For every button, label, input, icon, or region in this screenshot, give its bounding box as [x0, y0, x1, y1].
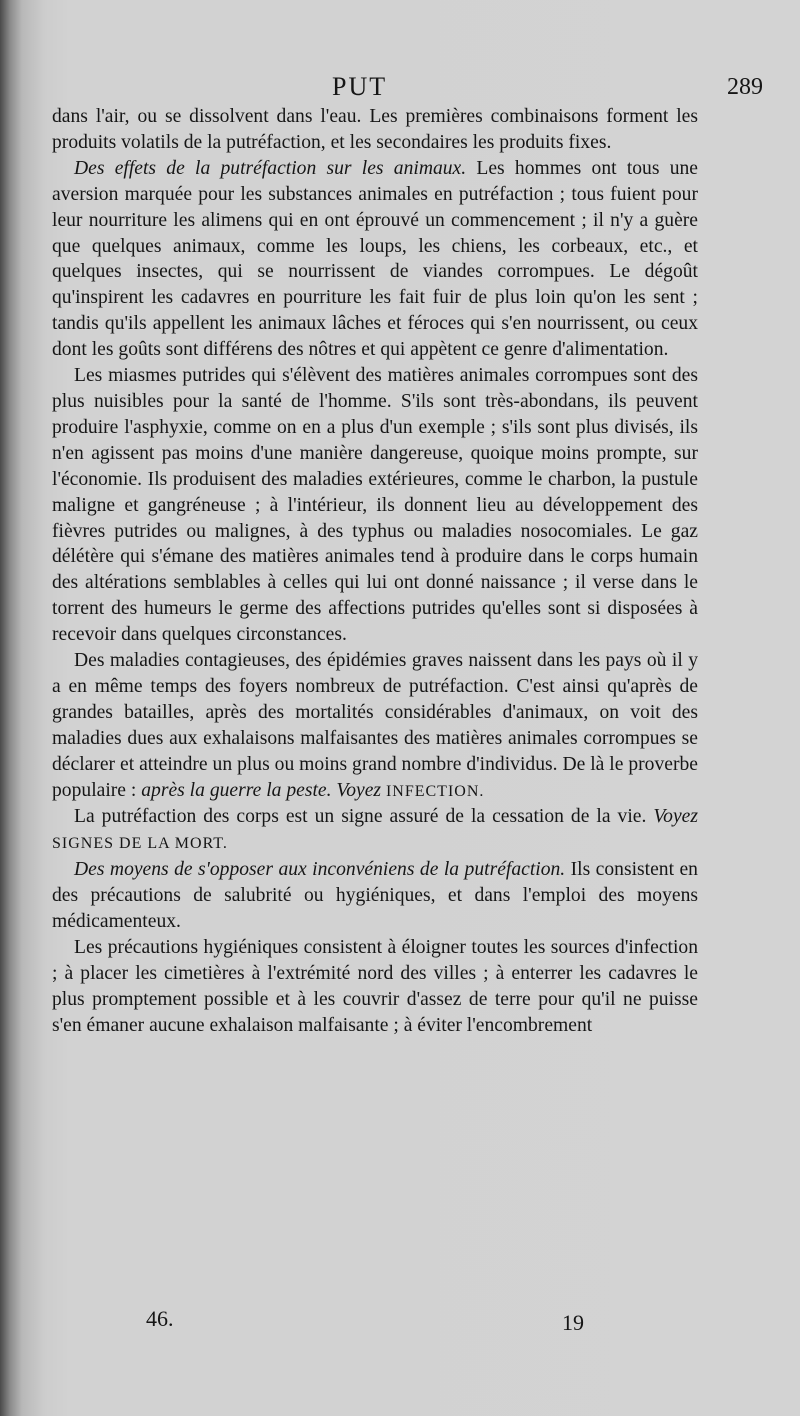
section-heading: Des moyens de s'opposer aux inconvéniens de la putréfaction.: [74, 859, 566, 881]
see-reference: Voyez: [331, 779, 382, 801]
paragraph-text: La putréfaction des corps est un signe assuré de la cessation de la vie.: [74, 806, 654, 828]
page-footer: [0, 1306, 800, 1338]
body-text: [52, 104, 698, 1039]
see-reference: Voyez: [653, 806, 698, 828]
signature-mark-left: 46.: [146, 1306, 174, 1331]
paragraph-text: Les hommes ont tous une aversion marquée pour les substances animales en putréfaction ; tous fuient pour leur nourriture les alimens qui en ont éprouvé un commencement ; il n'y a guère que quelques animaux, comme les loups, les chiens, les corbeaux, etc., et quelques insectes, qui se nourrissent de viandes corrompues. Le dégoût qu'inspirent les cadavres en pourriture les fait fuir de plus loin qu'on les sent ; tandis qu'ils appellent les animaux lâches et féroces qui s'en nourrissent, ou ceux dont les goûts sont différens des nôtres et qui appètent ce genre d'alimentation.: [52, 157, 698, 361]
paragraph-sign-of-death: [52, 804, 698, 857]
paragraph-text: Les précautions hygiéniques consistent à éloigner toutes les sources d'infection ; à placer les cimetières à l'extrémité nord des villes ; à enterrer les cadavres le plus promptement possible et à les couvrir d'assez de terre pour qu'il ne puisse s'en émaner aucune exhalaison malfaisante ; à éviter l'encombrement: [52, 937, 698, 1036]
cross-reference: INFECTION.: [385, 782, 485, 800]
paragraph-hygienic-precautions: [52, 935, 698, 1039]
paragraph-text: Les miasmes putrides qui s'élèvent des matières animales corrompues sont des plus nuisibles pour la santé de l'homme. S'ils sont très-abondans, ils peuvent produire l'asphyxie, comme on en a plus d'un exemple ; s'ils sont plus divisés, ils n'en agissent pas moins d'une manière dangereuse, quoique moins prompte, sur l'économie. Ils produisent des maladies extérieures, comme le charbon, la pustule maligne et gangréneuse ; à l'intérieur, ils donnent lieu au développement des fièvres putrides ou malignes, à des typhus ou maladies nosocomiales. Le gaz délétère qui s'émane des matières animales tend à produire dans le corps humain des altérations semblables à celles qui lui ont donné naissance ; il verse dans le torrent des humeurs le germe des affections putrides qu'elles sont si disposées à recevoir dans quelques circonstances.: [52, 365, 698, 646]
paragraph-continuation: [52, 104, 698, 156]
paragraph-effects-on-animals: [52, 156, 698, 363]
running-title: PUT: [332, 72, 388, 101]
paragraph-miasmes: [52, 363, 698, 648]
page-header: [0, 72, 800, 104]
paragraph-means-to-oppose: [52, 857, 698, 935]
cross-reference: SIGNES DE LA MORT.: [52, 835, 228, 853]
paragraph-text: Ils consistent en des précautions de salubrité ou hygiéniques, et dans l'emploi des moyens médicamenteux.: [52, 859, 698, 933]
paragraph-contagious-diseases: [52, 648, 698, 804]
paragraph-text: Des maladies contagieuses, des épidémies graves naissent dans les pays où il y a en même temps des foyers nombreux de putréfaction. C'est ainsi qu'après de grandes batailles, après des mortalités considérables d'animaux, on voit des maladies dues aux exhalaisons malfaisantes des matières animales corrompues se déclarer et atteindre un plus ou moins grand nombre d'individus. De là le proverbe populaire :: [52, 650, 698, 801]
proverb: après la guerre la peste.: [141, 779, 332, 801]
paragraph-text: dans l'air, ou se dissolvent dans l'eau. Les premières combinaisons forment les produits volatils de la putréfaction, et les secondaires les produits fixes.: [52, 106, 698, 153]
signature-mark-right: 19: [562, 1310, 584, 1335]
page-number: 289: [727, 74, 763, 100]
section-heading: Des effets de la putréfaction sur les animaux.: [74, 157, 467, 179]
